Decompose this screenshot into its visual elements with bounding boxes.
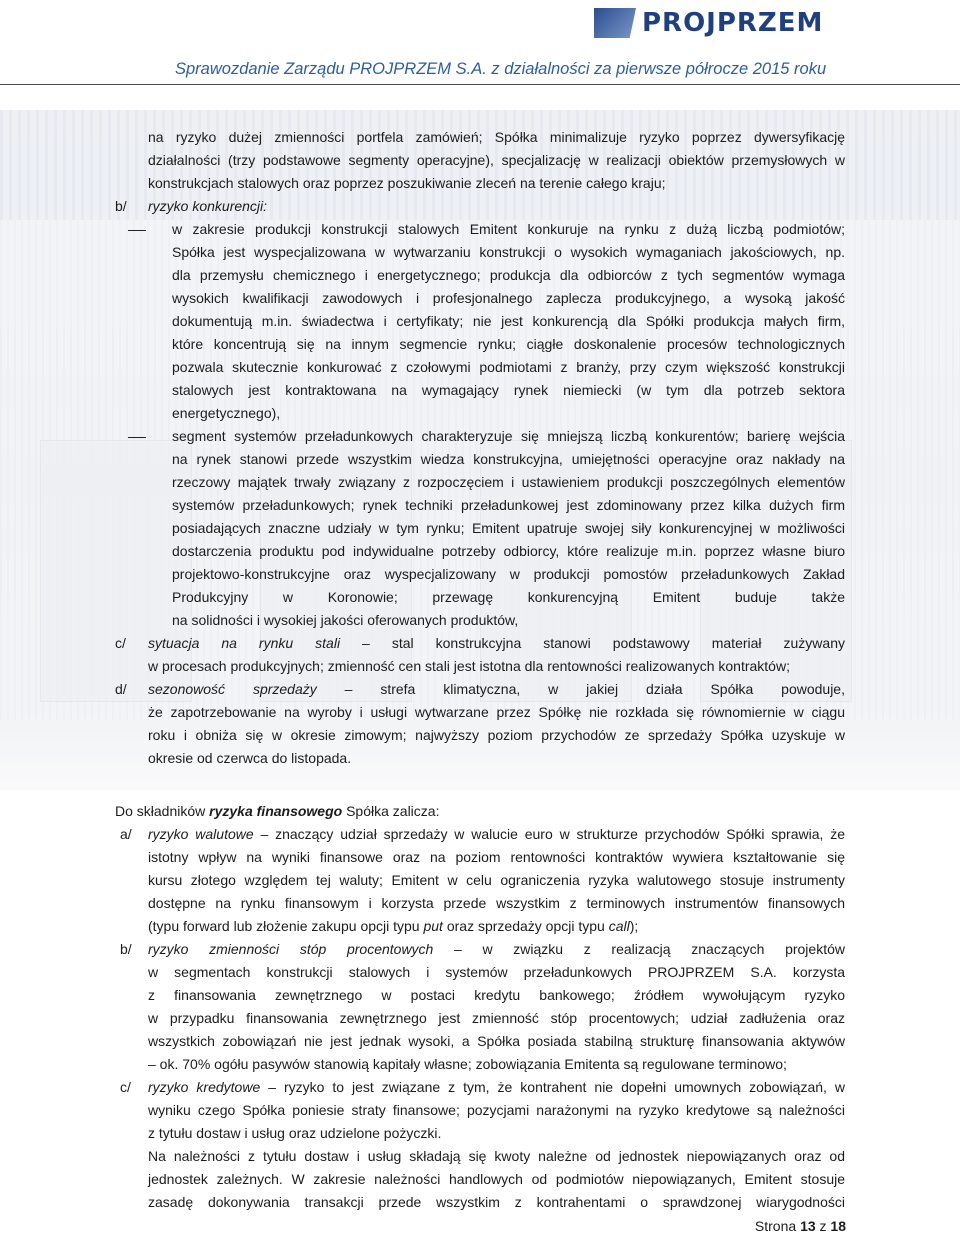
text-line: że zapotrzebowanie na wyroby i usługi wytwarzane przez Spółkę nie rozkłada się równomiernie w ciągu [148, 704, 845, 720]
text-line: roku i obniża się w okresie zimowym; najwyższy poziom przychodów ze sprzedaży Spółka uzyskuje w [148, 727, 845, 743]
text-line: projektowo-konstrukcyjne oraz wyspecjalizowany w produkcji pomostów przeładunkowych Zakład [172, 566, 845, 582]
page-number: Strona 13 z 18 [754, 1218, 846, 1234]
risk-term: sytuacja na rynku stali [148, 635, 341, 651]
text-line: w procesach produkcyjnych; zmienność cen stali jest istotna dla rentowności realizowanych kontraktów; [148, 658, 790, 674]
text-line: rzeczowy majątek trwały związany z rozpoczęciem i ustawieniem produkcji poszczególnych elementów [172, 474, 845, 490]
text-line: stalowych jest kontraktowana na wymagający rynek niemiecki (w tym dla potrzeb sektora [172, 382, 845, 398]
text-line: wysokich kwalifikacji zawodowych i profesjonalnego zaplecza produkcyjnego, a wysoką jakość [172, 290, 845, 306]
current-page: 13 [800, 1218, 816, 1234]
text-line: dokumentują m.in. świadectwa i certyfikaty; nie jest konkurencją dla Spółki produkcja małych firm, [172, 313, 845, 329]
text-line: na solidności i wysokiej jakości oferowanych produktów, [172, 612, 519, 628]
text-line: ryzyko kredytowe – ryzyko to jest związane z tym, że kontrahent nie dopełni umownych zobowiązań, w [148, 1079, 845, 1095]
list-marker: b/ [115, 198, 127, 214]
financial-risk-term: ryzyka finansowego [209, 803, 343, 819]
list-marker: a/ [120, 826, 132, 842]
text-line: segment systemów przeładunkowych charakteryzuje się mniejszą liczbą konkurentów; barierę wejścia [172, 428, 845, 444]
risk-term: ryzyko zmienności stóp procentowych [148, 941, 434, 957]
text-line: konstrukcjach stalowych oraz poprzez poszukiwanie zleceń na terenie całego kraju; [148, 175, 666, 191]
text-line: sytuacja na rynku stali – stal konstrukcyjna stanowi podstawowy materiał zużywany [148, 635, 845, 651]
text-line: które koncentrują się na innym segmencie rynku; ciągłe doskonalenie procesów technologicznych [172, 336, 845, 352]
text-line: na ryzyko dużej zmienności portfela zamówień; Spółka minimalizuje ryzyko poprzez dywersyfikację [148, 129, 845, 145]
text-line: pozwala skutecznie konkurować z czołowymi podmiotami z branży, przy czym większość konstrukcji [172, 359, 845, 375]
company-logo [594, 6, 823, 40]
risk-term: ryzyko kredytowe [148, 1079, 261, 1095]
text-line: kursu złotego względem tej waluty; Emitent w celu ograniczenia ryzyka walutowego stosuje instrumenty [148, 872, 845, 888]
text-line: energetycznego), [172, 405, 281, 421]
page-header [0, 0, 960, 90]
header-divider [0, 84, 960, 85]
text-line: z tytułu dostaw i usług oraz udzielone pożyczki. [148, 1125, 442, 1141]
text-line: wyniku czego Spółka poniesie straty finansowe; pozycjami narażonymi na ryzyko kredytowe są należności [148, 1102, 845, 1118]
text-line: na rynek stanowi przede wszystkim wiedza konstrukcyjna, umiejętności operacyjne oraz nakłady na [172, 451, 845, 467]
text-line: w zakresie produkcji konstrukcji stalowych Emitent konkuruje na rynku z dużą liczbą podmiotów; [172, 221, 845, 237]
text-line: istotny wpływ na wyniki finansowe oraz na poziom rentowności kontraktów wywiera kształtowanie się [148, 849, 845, 865]
risk-term: sezonowość sprzedaży [148, 681, 317, 697]
text-line: z finansowania zewnętrznego w postaci kredytu bankowego; źródłem wywołującym ryzyko [148, 987, 845, 1003]
logo-text: PROJPRZEM [642, 8, 824, 38]
logo-mark-icon [594, 8, 636, 38]
text-line: jednostek zależnych. W zakresie należności handlowych od podmiotów niepowiązanych, Emitent stosuje [148, 1171, 845, 1187]
text-line: w przypadku finansowania zewnętrznego jest zmienność stóp procentowych; udział zadłużenia oraz [148, 1010, 845, 1026]
text-line: Do składników ryzyka finansowego Spółka zalicza: [115, 803, 440, 819]
list-marker: d/ [115, 681, 127, 697]
text-line: działalności (trzy podstawowe segmenty operacyjne), specjalizację w realizacji obiektów przemysłowych w [148, 152, 845, 168]
list-marker: c/ [115, 635, 126, 651]
text-line: Produkcyjny w Koronowie; przewagę konkurencyjną Emitent buduje także [172, 589, 845, 605]
text-line: (typu forward lub złożenie zakupu opcji typu put oraz sprzedaży opcji typu call); [148, 918, 639, 934]
text-line: posiadających znaczne udziały w tym rynku; Emitent upatruje swojej siły konkurencyjnej w możliwości [172, 520, 845, 536]
text-line: sezonowość sprzedaży – strefa klimatyczna, w jakiej działa Spółka powoduje, [148, 681, 845, 697]
total-pages: 18 [830, 1218, 846, 1234]
section-heading: ryzyko konkurencji: [148, 198, 268, 214]
risk-term: ryzyko walutowe [148, 826, 254, 842]
list-marker: c/ [120, 1079, 131, 1095]
text-line: w segmentach konstrukcji stalowych i systemów przeładunkowych PROJPRZEM S.A. korzysta [148, 964, 845, 980]
text-line: dostępne na rynku finansowym i korzysta przede wszystkim z terminowych instrumentów finansowych [148, 895, 845, 911]
bullet-dash [128, 230, 146, 231]
text-line: wszystkich zobowiązań nie jest jednak wysoki, a Spółka posiada stabilną strukturę finansowania aktywów [148, 1033, 845, 1049]
bullet-dash [128, 437, 146, 438]
text-line: ryzyko walutowe – znaczący udział sprzedaży w walucie euro w strukturze przychodów Spółki sprawia, że [148, 826, 845, 842]
text-line: okresie od czerwca do listopada. [148, 750, 352, 766]
text-line: dostarczenia produktu pod indywidualne potrzeby odbiorcy, które realizuje m.in. poprzez własne biuro [172, 543, 845, 559]
text-line: zasadę dokonywania transakcji przede wszystkim z kontrahentami o sprawdzonej wiarygodności [148, 1194, 845, 1210]
text-line: Spółka jest wyspecjalizowana w wytwarzaniu konstrukcji o wysokich wymaganiach jakościowych, np. [172, 244, 845, 260]
text-line: dla przemysłu chemicznego i energetycznego; produkcja dla odbiorców z tych segmentów wymaga [172, 267, 845, 283]
text-line: Na należności z tytułu dostaw i usług składają się kwoty należne od jednostek niepowiązanych oraz od [148, 1148, 845, 1164]
list-marker: b/ [120, 941, 132, 957]
text-line: – ok. 70% ogółu pasywów stanowią kapitały własne; zobowiązania Emitenta są regulowane terminowo; [148, 1056, 787, 1072]
text-line: ryzyko zmienności stóp procentowych – w związku z realizacją znaczących projektów [148, 941, 845, 957]
text-line: systemów przeładunkowych; rynek techniki przeładunkowej jest zdominowany przez kilka dużych firm [172, 497, 845, 513]
report-title: Sprawozdanie Zarządu PROJPRZEM S.A. z działalności za pierwsze półrocze 2015 roku [175, 60, 827, 78]
